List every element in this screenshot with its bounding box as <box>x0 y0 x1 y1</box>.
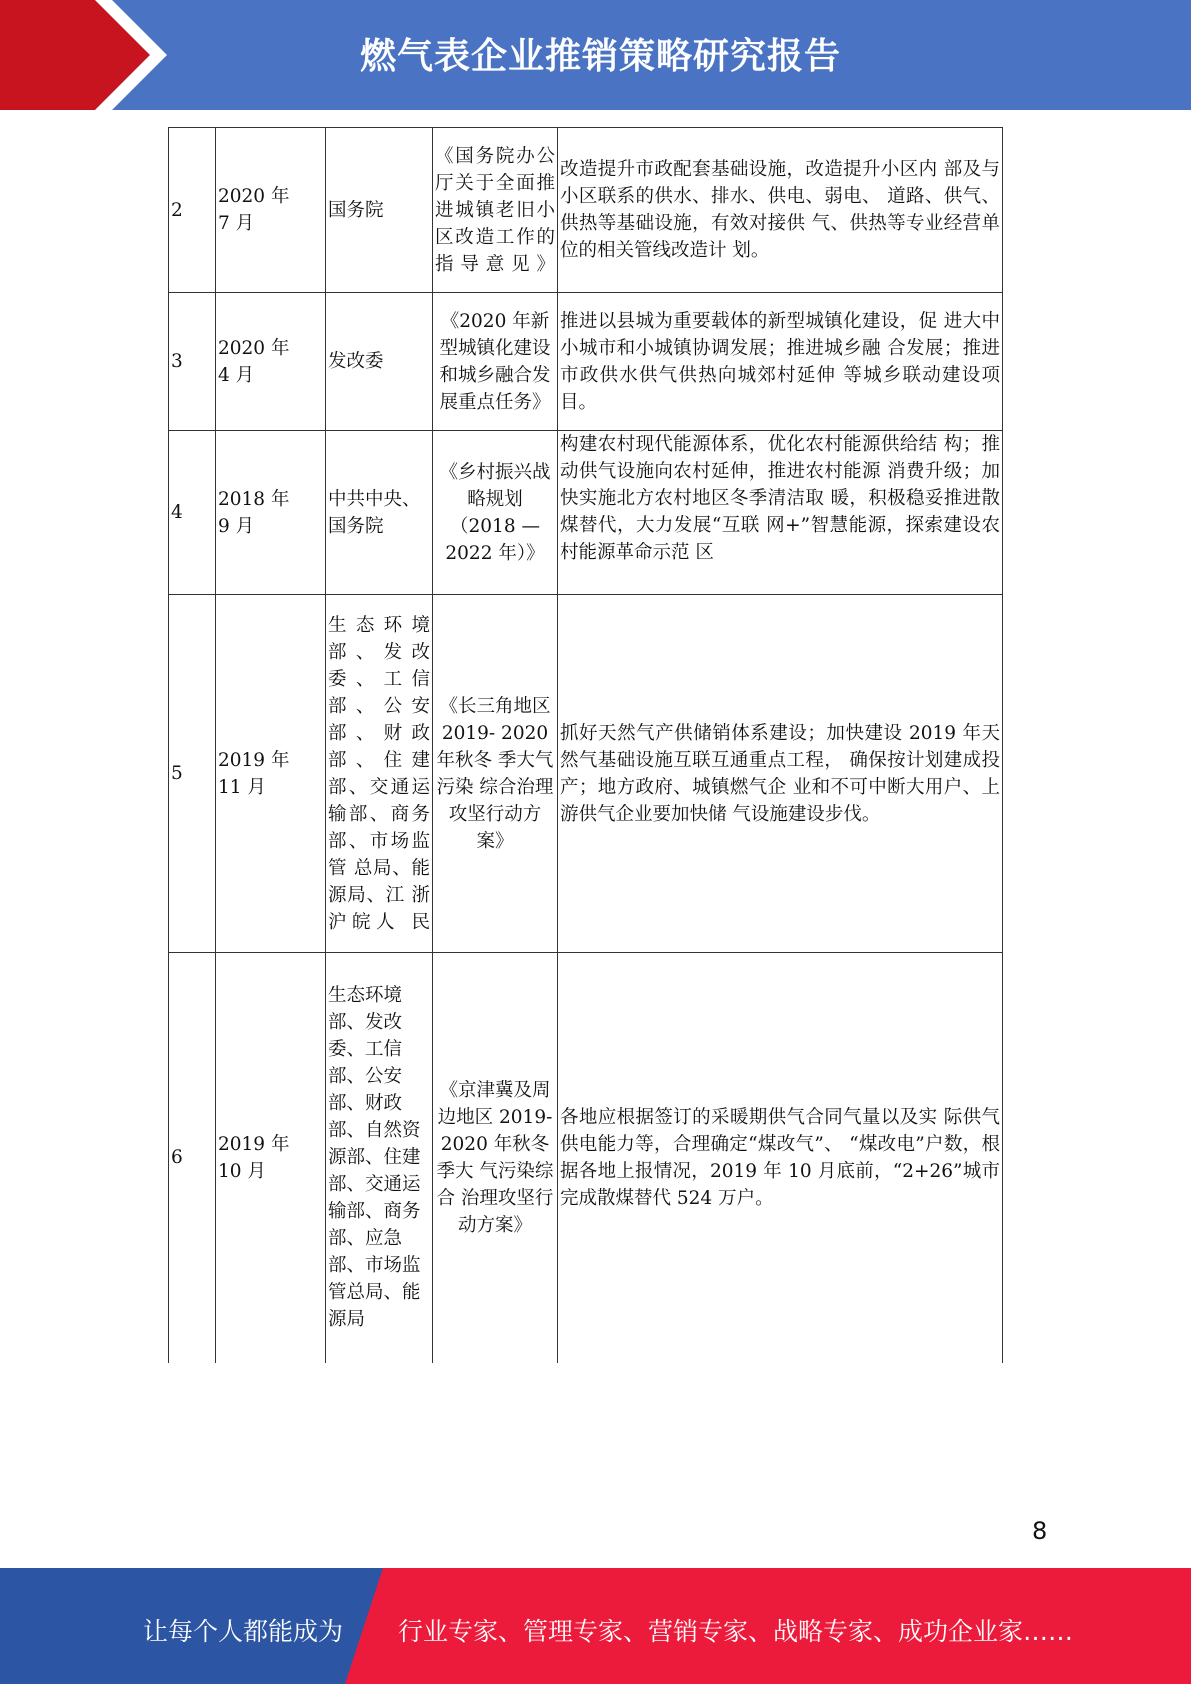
table-row <box>169 128 1003 293</box>
policy-content: 构建农村现代能源体系，优化农村能源供给结 构；推动供气设施向农村延伸，推进农村能源 消费升级；加快实施北方农村地区冬季清洁取 暖，积极稳妥推进散煤替代，大力发展“互联 网+”智慧能源，探索建设农村能源革命示范 区 <box>558 431 1003 595</box>
policy-content: 推进以县城为重要载体的新型城镇化建设，促 进大中小城市和小城镇协调发展；推进城乡融 合发展；推进市政供水供气供热向城郊村延伸 等城乡联动建设项目。 <box>558 293 1003 431</box>
page-number: 8 <box>1032 1517 1048 1545</box>
document-title: 《长三角地区 2019- 2020 年秋冬 季大气污染 综合治理攻坚行动方案》 <box>433 595 558 953</box>
date-month: 7 月 <box>218 213 255 234</box>
row-number: 2 <box>169 128 216 293</box>
policy-content: 改造提升市政配套基础设施，改造提升小区内 部及与小区联系的供水、排水、供电、弱电、 道路、供气、供热等基础设施，有效对接供 气、供热等专业经营单位的相关管线改造计 划。 <box>558 128 1003 293</box>
page-footer <box>0 1568 1191 1684</box>
table-row <box>169 953 1003 1363</box>
document-title: 《京津冀及周边地区 2019-2020 年秋冬季大 气污染综合 治理攻坚行动方案》 <box>433 953 558 1363</box>
date-month: 9 月 <box>218 515 255 537</box>
document-title: 《2020 年新型城镇化建设和城乡融合发展重点任务》 <box>433 293 558 431</box>
policy-content: 各地应根据签订的采暖期供气合同气量以及实 际供气供电能力等，合理确定“煤改气”、 “煤改电”户数，根据各地上报情况，2019 年 10 月底前，“2+26”城市完成散煤替代 524 万户。 <box>558 953 1003 1363</box>
date-year: 2018 年 <box>218 488 290 510</box>
table-row <box>169 431 1003 595</box>
document-title: 《乡村振兴战略规划（2018 — 2022 年）》 <box>433 431 558 595</box>
policy-content: 抓好天然气产供储销体系建设；加快建设 2019 年天然气基础设施互联互通重点工程， 确保按计划建成投产；地方政府、城镇燃气企 业和不可中断大用户、上游供气企业要加快储 气设施建设步伐。 <box>558 595 1003 953</box>
page-header <box>0 0 1191 110</box>
issuing-department: 生态环境部、发改委、工信部、公安部、财政部、自然资源部、住建部、交通运输部、商务部、应急部、市场监管总局、能源局 <box>326 953 433 1363</box>
row-number: 4 <box>169 431 216 595</box>
footer-slogan-roles: 行业专家、管理专家、营销专家、战略专家、成功企业家…… <box>398 1617 1074 1646</box>
issuing-department: 发改委 <box>326 293 433 431</box>
row-number: 3 <box>169 293 216 431</box>
date-year: 2019 年 <box>218 1133 290 1155</box>
issuing-department: 中共中央、国务院 <box>326 431 433 595</box>
report-title: 燃气表企业推销策略研究报告 <box>359 36 841 77</box>
date-year: 2020 年 <box>218 337 290 359</box>
issue-date <box>216 293 326 431</box>
date-month: 10 月 <box>218 1160 266 1182</box>
date-month: 11 月 <box>218 776 266 798</box>
issuing-department: 国务院 <box>326 128 433 293</box>
row-number: 6 <box>169 953 216 1363</box>
table-row <box>169 293 1003 431</box>
date-year: 2020 年 <box>218 186 290 207</box>
issue-date <box>216 953 326 1363</box>
policy-table <box>168 127 1003 1363</box>
footer-slogan-lead: 让每个人都能成为 <box>143 1617 344 1646</box>
date-year: 2019 年 <box>218 749 290 771</box>
issuing-department: 生态环境部、发改委、工信部、公安部、财政部、住建部、交通运输部、商务部、市场监管 总局、能 源局、江 浙沪皖人 民 <box>326 595 433 953</box>
issue-date <box>216 128 326 293</box>
table-row <box>169 595 1003 953</box>
document-title: 《国务院办公厅关于全面推进城镇老旧小区改造工作的指导意见》 <box>433 128 558 293</box>
issue-date <box>216 431 326 595</box>
issue-date <box>216 595 326 953</box>
date-month: 4 月 <box>218 364 255 386</box>
row-number: 5 <box>169 595 216 953</box>
